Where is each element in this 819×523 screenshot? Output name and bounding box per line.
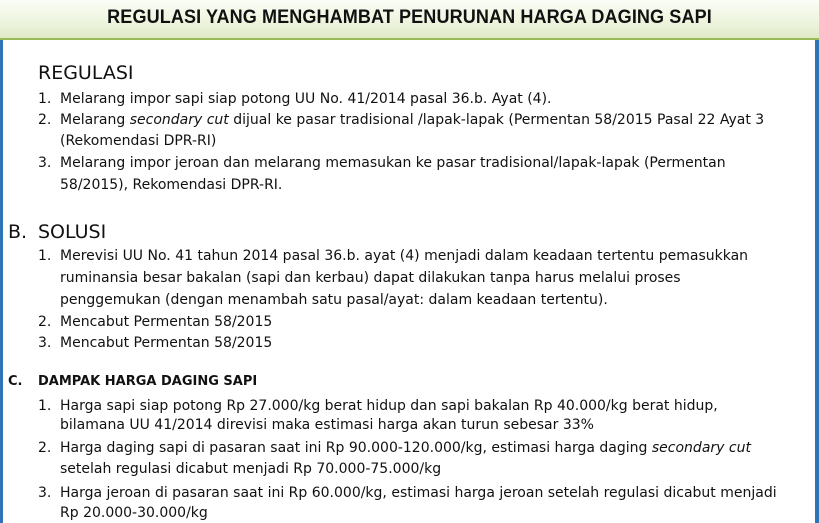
list-item-line: Harga jeroan di pasaran saat ini Rp 60.000/kg, estimasi harga jeroan setelah regulasi dicabut menjadi (60, 485, 777, 501)
list-item-line: Mencabut Permentan 58/2015 (60, 314, 273, 330)
list-item-line: Mencabut Permentan 58/2015 (60, 335, 273, 351)
list-item-line: Melarang secondary cut dijual ke pasar tradisional /lapak-lapak (Permentan 58/2015 Pasal 22 Ayat 3 (60, 112, 765, 128)
list-item-line: Melarang impor sapi siap potong UU No. 41/2014 pasal 36.b. Ayat (4). (60, 91, 552, 107)
emphasis-text: secondary cut (129, 112, 229, 128)
list-item-number: 3. (38, 485, 52, 501)
list-item-line: Rp 20.000-30.000/kg (60, 505, 208, 521)
list-item-number: 3. (38, 335, 52, 351)
list-item-number: 1. (38, 248, 52, 264)
list-item-line: setelah regulasi dicabut menjadi Rp 70.000-75.000/kg (60, 461, 442, 477)
section-c-heading: DAMPAK HARGA DAGING SAPI (38, 374, 258, 389)
list-item-line: ruminansia besar bakalan (sapi dan kerbau) dapat dilakukan tanpa harus melalui proses (60, 270, 681, 286)
page-title: REGULASI YANG MENGHAMBAT PENURUNAN HARGA DAGING SAPI (107, 7, 712, 28)
list-item-line: penggemukan (dengan menambah satu pasal/ayat: dalam keadaan tertentu). (60, 292, 608, 308)
section-c-letter: C. (8, 374, 23, 389)
list-item-line: Harga daging sapi di pasaran saat ini Rp 90.000-120.000/kg, estimasi harga daging secondary cut (60, 440, 751, 456)
title-bar (0, 0, 819, 40)
list-item-number: 2. (38, 440, 52, 456)
list-item-line: Melarang impor jeroan dan melarang memasukan ke pasar tradisional/lapak-lapak (Permentan (60, 155, 726, 171)
list-item-line: Merevisi UU No. 41 tahun 2014 pasal 36.b. ayat (4) menjadi dalam keadaan tertentu pemasukkan (60, 248, 749, 264)
section-a-heading: REGULASI (38, 62, 134, 84)
left-border (0, 40, 3, 523)
emphasis-text: secondary cut (651, 440, 751, 456)
list-item-number: 2. (38, 112, 52, 128)
list-item-line: 58/2015), Rekomendasi DPR-RI. (60, 177, 283, 193)
list-item-line: (Rekomendasi DPR-RI) (60, 133, 217, 149)
list-item-line: Harga sapi siap potong Rp 27.000/kg berat hidup dan sapi bakalan Rp 40.000/kg berat hidup, (60, 398, 718, 414)
section-b-heading: SOLUSI (38, 221, 107, 243)
list-item-number: 3. (38, 155, 52, 171)
list-item-number: 1. (38, 91, 52, 107)
section-b-letter: B. (8, 221, 28, 243)
list-item-number: 1. (38, 398, 52, 414)
list-item-number: 2. (38, 314, 52, 330)
list-item-line: bilamana UU 41/2014 direvisi maka estimasi harga akan turun sebesar 33% (60, 417, 594, 433)
right-border (815, 40, 819, 523)
